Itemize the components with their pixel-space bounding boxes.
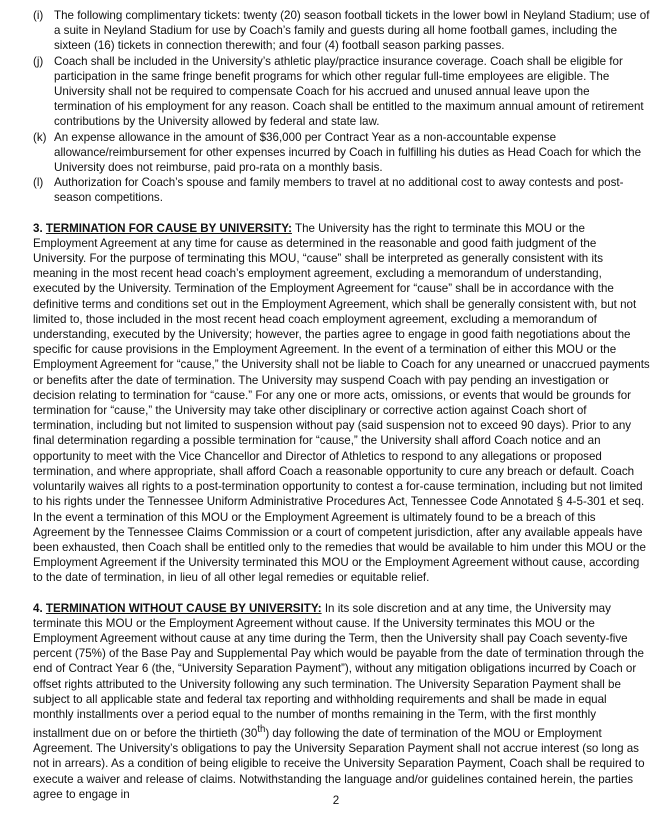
paragraph-spacer	[33, 206, 650, 221]
section-heading: TERMINATION WITHOUT CAUSE BY UNIVERSITY:	[45, 601, 322, 615]
ordinal-superscript: th	[257, 724, 266, 736]
list-item-j	[33, 54, 650, 130]
list-marker: (k)	[33, 130, 47, 144]
paragraph-spacer	[33, 586, 650, 601]
list-marker: (l)	[33, 176, 44, 190]
section-3-termination-for-cause	[33, 221, 650, 586]
section-body: The University has the right to terminate this MOU or the Employment Agreement at any time for cause as determined in the reasonable and good faith judgment of the University. For the purpose of terminating this MOU, “cause” shall be interpreted as generally consistent with its meaning in the most recent head coach’s employment agreement, excluding a memorandum of understanding, executed by the University. Termination of the Employment Agreement for “cause” shall be in accordance with the definitive terms and conditions set out in the Employment Agreement, which shall be generally consistent with, but not limited to, those included in the most recent head coach employment agreement, excluding a memorandum of understanding, executed by the University; however, the parties agree to engage in good faith negotiations about the specific for cause provisions in the Employment Agreement. In the event of a termination of either this MOU or the Employment Agreement for “cause,” the University shall not be liable to Coach for any unearned or unaccrued payments or benefits after the date of termination. The University may suspend Coach with pay pending an investigation or decision relating to termination for “cause.” For any one or more acts, omissions, or events that would be grounds for termination for “cause,” the University may take other disciplinary or corrective action against Coach short of termination, including but not limited to suspension without pay (said suspension not to exceed 90 days). Prior to any final determination regarding a possible termination for “cause,” the University shall afford Coach notice and an opportunity to meet with the Vice Chancellor and Director of Athletics to respond to any allegations or proposed termination, and where appropriate, shall afford Coach a reasonable opportunity to cure any breach or default. Coach voluntarily waives all rights to a post-termination opportunity to contest a for-cause termination, including but not limited to his rights under the Tennessee Uniform Administrative Procedures Act, Tennessee Code Annotated § 4-5-301 et seq. In the event a termination of this MOU or the Employment Agreement is ultimately found to be a breach of this Agreement by the Tennessee Claims Commission or a court of competent jurisdiction, after any available appeals have been exhausted, then Coach shall be entitled only to the remedies that would be available to him under this MOU or the Employment Agreement if the University terminated this MOU or the Employment Agreement without cause, according to the date of termination, in lieu of all other legal remedies or equitable relief.	[33, 221, 650, 585]
section-heading: TERMINATION FOR CAUSE BY UNIVERSITY:	[45, 221, 292, 235]
section-number: 3.	[33, 221, 43, 235]
list-item-text: The following complimentary tickets: twenty (20) season football tickets in the lower bowl in Neyland Stadium; use of a suite in Neyland Stadium for use by Coach’s family and guests during all home football games, including the sixteen (16) tickets in connection therewith; and four (4) football season parking passes.	[54, 9, 650, 53]
page-number: 2	[332, 794, 340, 807]
list-item-l	[33, 175, 650, 205]
section-4-termination-without-cause	[33, 601, 650, 803]
list-item-text: Authorization for Coach’s spouse and family members to travel at no additional cost to away contests and post-season competitions.	[54, 176, 624, 205]
section-body-part-2: ) day following the date of termination of the MOU or Employment Agreement. The University’s obligations to pay the University Separation Payment shall not accrue interest (so long as not in arrears). As a condition of being eligible to receive the University Separation Payment, Coach shall be required to execute a waiver and release of claims. Notwithstanding the language and/or guidelines contained herein, the parties agree to engage in	[33, 727, 645, 801]
list-item-text: Coach shall be included in the University’s athletic play/practice insurance coverage. Coach shall be eligible for participation in the same fringe benefit programs for which other regular full-time employees are eligible. The University shall not be required to compensate Coach for his accrued and unused annual leave upon the termination of his employment for any reason. Coach shall be entitled to the maximum annual amount of retirement contributions by the University allowed by federal and state law.	[54, 54, 644, 129]
list-marker: (j)	[33, 54, 44, 68]
list-item-k	[33, 130, 650, 176]
section-body-part-1: In its sole discretion and at any time, the University may terminate this MOU or the Employment Agreement without cause. If the University terminates this MOU or the Employment Agreement without cause at any time during the Term, then the University shall pay Coach seventy-five percent (75%) of the Base Pay and Supplemental Pay which would be payable from the date of termination through the end of Contract Year 6 (the, “University Separation Payment”), without any mitigation obligations incurred by Coach or offset rights attributed to the University following any such termination. The University Separation Payment shall be subject to all applicable state and federal tax reporting and withholding requirements and shall be made in equal monthly installments over a period equal to the number of months remaining in the Term, with the first monthly installment due on or before the thirtieth (30	[33, 601, 644, 740]
list-marker: (i)	[33, 9, 44, 22]
list-item-i	[33, 8, 650, 54]
list-item-text: An expense allowance in the amount of $36,000 per Contract Year as a non-accountable expense allowance/reimbursement for other expenses incurred by Coach in fulfilling his duties as Head Coach for which the University does not reimburse, paid pro-rata on a monthly basis.	[54, 130, 642, 175]
section-number: 4.	[33, 601, 43, 615]
